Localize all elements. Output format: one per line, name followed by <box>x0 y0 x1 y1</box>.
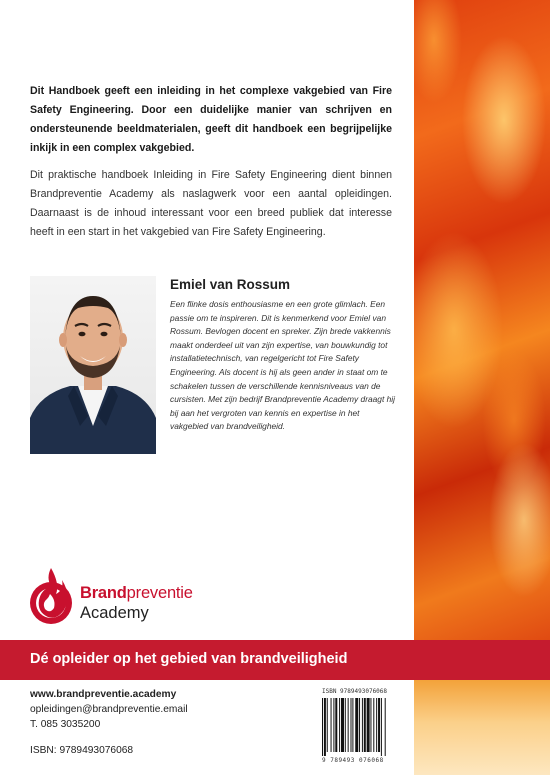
barcode-bar <box>341 698 344 752</box>
barcode-bar <box>339 698 340 752</box>
barcode-bar <box>370 698 371 752</box>
barcode-bar <box>333 698 334 752</box>
phone-number: T. 085 3035200 <box>30 719 101 730</box>
logo-brandpreventie-text <box>80 584 193 603</box>
flame-logo-icon <box>26 566 76 626</box>
barcode-bar <box>327 698 328 752</box>
logo-academy-text: Academy <box>80 604 149 622</box>
barcode-bar <box>324 698 326 756</box>
barcode-bar <box>348 698 349 752</box>
barcode-bottom-label: 9 789493 076068 <box>322 757 384 764</box>
author-bio: Een flinke dosis enthousiasme en een grote glimlach. Een passie om te inspireren. Dit is kenmerkend voor Emiel van Rossum. Bevlogen docent en spreker. Zijn brede vakkennis maakt onderdeel uit van zijn expertise, van bouwkundig tot installatietechnisch, van regelgericht tot Fire Safety Engineering. Als docent is hij als geen ander in staat om te schakelen tussen de verschillende kennisniveaus van de cursisten. Met zijn bedrijf Brandpreventie Academy draagt hij bij aan het vergroten van kennis en expertise in het vakgebied van brandveiligheid. <box>170 299 395 432</box>
author-portrait-illustration <box>30 276 156 454</box>
barcode-bar <box>345 698 346 752</box>
website-link[interactable]: www.brandpreventie.academy <box>30 689 177 700</box>
email-link[interactable]: opleidingen@brandpreventie.email <box>30 704 188 715</box>
intro-paragraph: Dit praktische handboek Inleiding in Fire Safety Engineering dient binnen Brandpreventie Academy als naslagwerk voor een aantal opleidingen. Daarnaast is de inhoud interessant voor een breed publiek dat interesse heeft in een start in het vakgebied van Fire Safety Engineering. <box>30 169 392 238</box>
barcode-bar <box>376 698 377 752</box>
barcode-bar <box>322 698 323 756</box>
barcode-bar <box>359 698 360 752</box>
barcode-bar <box>362 698 363 752</box>
barcode-bar <box>364 698 366 752</box>
barcode-bar <box>355 698 358 752</box>
slogan-text: Dé opleider op het gebied van brandveiligheid <box>30 651 348 667</box>
barcode-bar <box>335 698 337 752</box>
barcode-bar <box>378 698 380 752</box>
fire-background-image <box>414 0 550 640</box>
barcode-bar <box>351 698 352 752</box>
barcode-bar <box>385 698 386 756</box>
barcode-bar <box>331 698 332 752</box>
author-name: Emiel van Rossum <box>170 277 291 292</box>
isbn-text: ISBN: 9789493076068 <box>30 745 134 756</box>
fire-background-lower <box>414 680 550 775</box>
slogan-banner <box>0 640 550 680</box>
isbn-barcode <box>320 688 410 767</box>
barcode-bar <box>381 698 382 756</box>
barcode-bar <box>352 698 353 752</box>
barcode-top-label: ISBN 9789493076068 <box>322 688 388 695</box>
barcode-bar <box>367 698 370 752</box>
barcode-bar <box>373 698 374 752</box>
logo-brand-light: preventie <box>126 584 193 602</box>
logo-brand-bold: Brand <box>80 584 127 602</box>
barcode-bars <box>322 698 408 756</box>
contact-block <box>30 687 330 758</box>
intro-bold-paragraph: Dit Handboek geeft een inleiding in het complexe vakgebied van Fire Safety Engineering. Door een duidelijke manier van schrijven en ondersteunende beeldmaterialen, geeft dit handboek een begrijpelijke inkijk in een complex vakgebied. <box>30 85 392 154</box>
brandpreventie-academy-logo <box>26 566 216 626</box>
author-photo <box>30 276 156 454</box>
